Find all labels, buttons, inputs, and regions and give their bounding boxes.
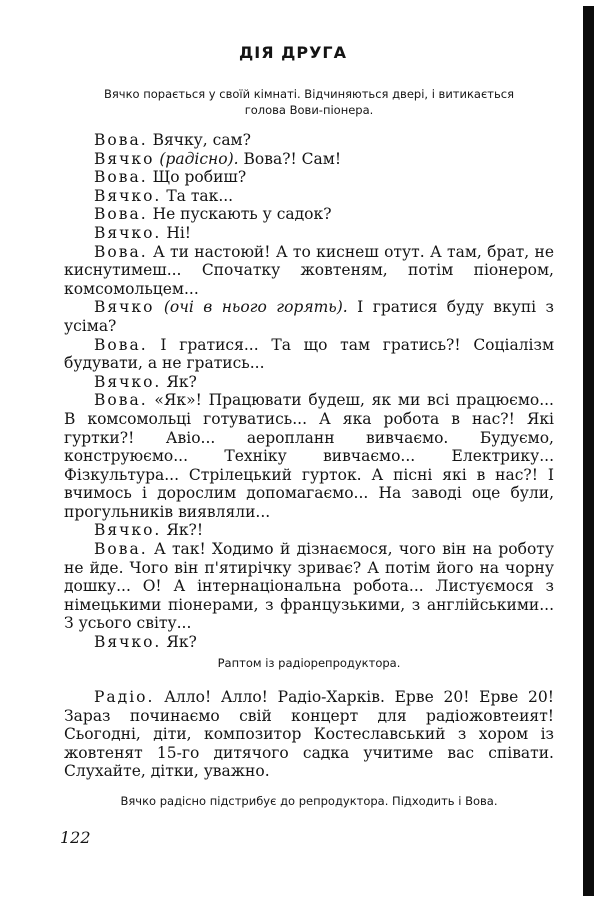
line-text: І гратися... Та що там гратись?! Соціалізм будувати, а не гратись... xyxy=(64,335,554,373)
line-text: Та так... xyxy=(166,186,234,205)
closing-stage-direction: Вячко радісно підстрибує до репродуктора. Підходить і Вова. xyxy=(120,794,498,808)
line-text: Що робиш? xyxy=(152,168,247,187)
speaker-name: Вова. xyxy=(94,391,148,410)
line-text: Не пускають у садок? xyxy=(152,205,332,224)
line-text: Як? xyxy=(166,372,197,391)
stage-remark: (очі в нього горять). xyxy=(163,298,348,317)
line-text: І гратися буду вкупі з усіма? xyxy=(64,298,554,335)
speaker-name: Вячко xyxy=(94,298,155,317)
dialogue-block xyxy=(64,131,554,652)
speaker-name: Радіо. xyxy=(94,688,155,706)
speaker-name: Вячко. xyxy=(94,521,162,540)
speaker-name: Вова. xyxy=(94,205,148,224)
dialogue-line xyxy=(64,131,554,150)
line-text: Алло! Алло! Радіо-Харків. Ерве 20! Ерве 20! Зараз починаємо свій концерт для радіожовтеият! Сьогодні, діти, композитор Костеславський з хором із жовтенят 15-го дитячого садка учитиме вас співати. Слухайте, дітки, уважно. xyxy=(64,688,554,781)
dialogue-line xyxy=(64,168,554,187)
speaker-name: Вячко. xyxy=(94,372,162,391)
dialogue-line xyxy=(64,521,554,540)
speaker-name: Вячко. xyxy=(94,186,162,205)
stage-direction-line: голова Вови-піонера. xyxy=(244,103,374,117)
speaker-name: Вячко. xyxy=(94,223,162,242)
dialogue-line xyxy=(64,540,554,633)
dialogue-line xyxy=(64,391,554,521)
line-text: Як?! xyxy=(166,521,204,540)
radio-line xyxy=(64,688,554,781)
dialogue-line xyxy=(64,243,554,299)
scan-edge-bar xyxy=(583,6,594,896)
line-text: «Як»! Працювати будеш, як ми всі працюємо... В комсомольці готуватись... А яка робота в нас?! Які гуртки?! Авіо... аеропланн вивчаємо. Будуємо, конструюємо... Техніку вивчаємо... Електрику... Фізкультура... Стрілецький гурток. А пісні які в нас?! І вчимось і дорослим допомагаємо... На заводі оце були, прогульників виявляли... xyxy=(64,391,554,521)
opening-stage-direction xyxy=(64,86,554,118)
line-text: Вячку, сам? xyxy=(152,131,251,149)
line-text: А ти настоюй! А то киснеш отут. А там, брат, не киснутимеш... Спочатку жовтеням, потім піонером, комсомольцем... xyxy=(64,242,554,298)
speaker-name: Вова. xyxy=(94,168,148,187)
dialogue-line xyxy=(64,633,554,652)
speaker-name: Вова. xyxy=(94,540,148,559)
speaker-name: Вова. xyxy=(94,242,148,261)
radio-stage-direction: Раптом із радіорепродуктора. xyxy=(217,656,401,670)
speaker-name: Вова. xyxy=(94,131,148,149)
dialogue-line xyxy=(64,205,554,224)
dialogue-line xyxy=(64,224,554,243)
speaker-name: Вова. xyxy=(94,335,148,354)
stage-remark: (радісно). xyxy=(159,149,239,168)
line-text: Ні! xyxy=(166,223,192,242)
page-number: 122 xyxy=(60,828,91,847)
line-text: Вова?! Сам! xyxy=(243,149,342,168)
dialogue-line xyxy=(64,187,554,206)
dialogue-line xyxy=(64,336,554,373)
dialogue-line xyxy=(64,298,554,335)
radio-dialogue-block xyxy=(64,688,554,781)
stage-direction-line: Вячко порається у своїй кімнаті. Відчиняються двері, і витикається xyxy=(103,87,515,101)
dialogue-line xyxy=(64,373,554,392)
act-title: ДІЯ ДРУГА xyxy=(239,43,347,62)
line-text: Як? xyxy=(166,633,197,652)
speaker-name: Вячко. xyxy=(94,633,162,652)
speaker-name: Вячко xyxy=(94,149,155,168)
dialogue-line xyxy=(64,150,554,169)
line-text: А так! Ходимо й дізнаємося, чого він на роботу не йде. Чого він п'ятирічку зриває? А потім його на чорну дошку... О! А інтернаціональна робота... Листуємося з німецькими піонерами, з французькими, з англійськими... З усього світу... xyxy=(64,540,554,633)
